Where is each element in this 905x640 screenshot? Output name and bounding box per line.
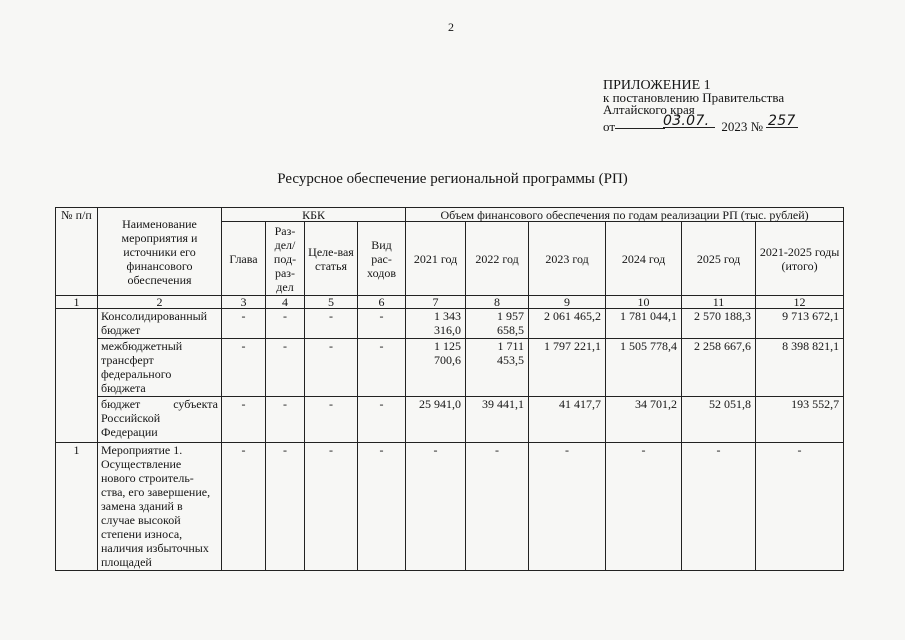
header-years-group: Объем финансового обеспечения по годам реализации РП (тыс. рублей) [406,208,844,222]
table-row [56,309,844,339]
header-year: 2025 год [682,222,756,296]
appendix-line-2: Алтайского края [603,102,695,117]
row-name: Мероприятие 1. Осуществление нового строитель-ства, его завершение, замена зданий в случае высокой степени износа, наличия избыточных площадей [98,443,222,571]
date-year: 2023 № [721,119,764,134]
kbk-cell: - [266,339,305,397]
value-cell: 193 552,7 [756,397,844,443]
value-cell: - [606,443,682,571]
kbk-cell: - [358,309,406,339]
kbk-cell: - [305,443,358,571]
value-cell: 1 125 700,6 [406,339,466,397]
value-cell: 52 051,8 [682,397,756,443]
column-number: 1 [56,296,98,309]
appendix-title: ПРИЛОЖЕНИЕ 1 [603,78,711,93]
kbk-cell: - [266,309,305,339]
column-number: 7 [406,296,466,309]
column-numbers-row [56,296,844,309]
kbk-cell: - [358,443,406,571]
value-cell: 8 398 821,1 [756,339,844,397]
column-number: 5 [305,296,358,309]
header-year: 2023 год [529,222,606,296]
document-title: Ресурсное обеспечение региональной программы (РП) [277,171,628,187]
resource-table [55,207,844,571]
column-number: 9 [529,296,606,309]
header-kbk: КБК [222,208,406,222]
value-cell: - [529,443,606,571]
value-cell: - [466,443,529,571]
column-number: 12 [756,296,844,309]
table-row [56,339,844,397]
column-number: 8 [466,296,529,309]
value-cell: 1 505 778,4 [606,339,682,397]
kbk-cell: - [305,309,358,339]
handwritten-number: 257 [768,113,796,129]
value-cell: 1 343 316,0 [406,309,466,339]
header-year: 2021-2025 годы (итого) [756,222,844,296]
value-cell: 41 417,7 [529,397,606,443]
value-cell: - [406,443,466,571]
row-name: бюджет субъекта Российской Федерации [98,397,222,443]
header-kbk-col: Глава [222,222,266,296]
kbk-cell: - [222,309,266,339]
appendix-date-line [603,113,798,134]
value-cell: 1 957 658,5 [466,309,529,339]
appendix-block [603,80,798,134]
value-cell: 2 061 465,2 [529,309,606,339]
header-name: Наименование мероприятия и источники его финансового обеспечения [98,208,222,296]
kbk-cell: - [266,443,305,571]
table-row [56,443,844,571]
value-cell: 2 258 667,6 [682,339,756,397]
value-cell: - [756,443,844,571]
appendix-line-1: к постановлению Правительства [603,90,785,105]
header-year: 2024 год [606,222,682,296]
value-cell: 9 713 672,1 [756,309,844,339]
kbk-cell: - [358,339,406,397]
column-number: 6 [358,296,406,309]
row-name: Консолидированный бюджет [98,309,222,339]
value-cell: 34 701,2 [606,397,682,443]
value-cell: 1 797 221,1 [529,339,606,397]
header-year: 2022 год [466,222,529,296]
value-cell: 39 441,1 [466,397,529,443]
kbk-cell: - [222,339,266,397]
header-kbk-col: Целе-вая статья [305,222,358,296]
kbk-cell: - [266,397,305,443]
row-num: 1 [56,443,98,571]
value-cell: 1 781 044,1 [606,309,682,339]
value-cell: 2 570 188,3 [682,309,756,339]
handwritten-date: 03.07. [663,115,715,128]
column-number: 11 [682,296,756,309]
row-name: межбюджетный трансферт федерального бюджета [98,339,222,397]
column-number: 3 [222,296,266,309]
value-cell: 1 711 453,5 [466,339,529,397]
kbk-cell: - [305,339,358,397]
header-year: 2021 год [406,222,466,296]
date-prefix: от [603,119,616,134]
column-number: 2 [98,296,222,309]
kbk-cell: - [222,443,266,571]
date-blank-line [615,116,665,129]
column-number: 10 [606,296,682,309]
kbk-cell: - [358,397,406,443]
row-num [56,309,98,443]
value-cell: - [682,443,756,571]
kbk-cell: - [222,397,266,443]
column-number: 4 [266,296,305,309]
header-kbk-col: Раз-дел/ под-раз-дел [266,222,305,296]
header-kbk-col: Вид рас-ходов [358,222,406,296]
kbk-cell: - [305,397,358,443]
table-row [56,397,844,443]
header-num: № п/п [56,208,98,296]
value-cell: 25 941,0 [406,397,466,443]
page-number: 2 [448,20,454,34]
